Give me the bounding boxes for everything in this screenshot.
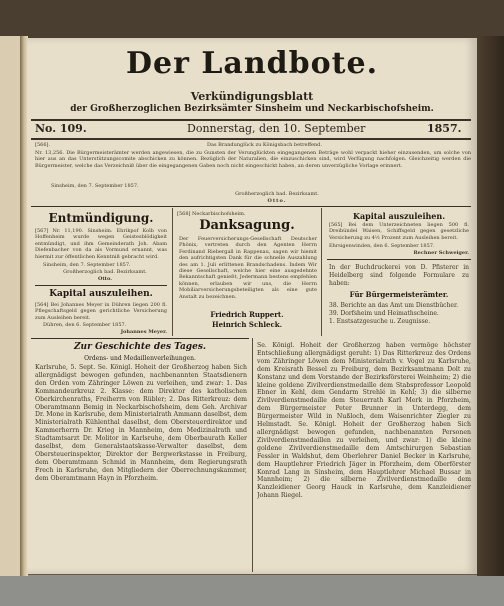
col3-signature: Rechner Schweiger. (413, 250, 469, 256)
col1-heading: Entmündigung. (48, 211, 154, 225)
right-col-body: Se. Königl. Hoheit der Großherzog haben vermöge höchster Entschließung allergnädigst geruht: 1) Das Ritterkreuz des Ordens vom Zähringer Löwen dem Ministerialrath v. Vogel zu Karlsruhe, dem Kreisrath Bessel zu Freiburg, dem Bezirksamtmann Dolt zu Konstanz und dem Vorstande der Bezirksförsterei Weinheim; 2) die kleine goldene Zivilverdienstmedaille dem Stabsprofessor Leopold Ebner in Kehl, dem Gendarm Strehlé in Kehl; 3) die silberne Zivilverdienstmedaille dem Steuerrath Karl Merk in Pforzheim, dem Bürgermeister Peter Brunner in Unterdegg, dem Bürgermeister Wild in Nußloch, dem Waisenrichter Ziegler zu Helmstadt. Se. Königl. Hoheit der Großherzog haben Sich allergnädigst bewogen gefunden, nachbenannten Personen Zivilverdienstmedaillen zu verleihen, und zwar: 1) die kleine goldene Zivilverdienstmedaille dem Amtschirurgen Sebastian Fessler in Waldshut, dem Oberlehrer Daniel Becker in Karlsruhe, dem Hauptlehrer Friedrich Jäger in Pforzheim, dem Oberförster Konrad Lang in Sinsheim, dem Hauptlehrer Michael Bussar in Mannheim; 2) die silberne Zivilverdienstmedaille dem Kanzleidiener Georg Hauck in Karlsruhe, dem Kanzleidiener Johann Riegel. (257, 342, 471, 500)
newspaper-page (27, 38, 477, 574)
background-bottom (0, 575, 504, 606)
col3-heading2: Für Bürgermeisterämter. (349, 290, 449, 299)
col2-signature-1: Friedrich Ruppert. (210, 310, 284, 319)
issue-date: Donnerstag, den 10. September (187, 122, 366, 135)
col2-body: Der Feuerversicherungs-Gesellschaft Deutscher Phönix, vertreten durch den Agenten Herrn Ferdinand Riebergall in Rappenau, sagen wir hiemit den aufrichtigsten Dank für die schnelle Auszahlung des am 1. Juli erlittenen Brandschadens. Indem Wir diese Gesellschaft, welche hier eine ausgedehnte Bekanntschaft genießt, Jedermann bestens empfehlen können, erlauben wir uns, die Herrn Mobiliarversicherungsbeteiligten als eine gute Anstalt zu bezeichnen. (179, 236, 317, 300)
col1-body2: [564] Bei Johannes Meyer in Dühren liegen 200 fl. Pflegschaftsgeld gegen gerichtliche Versicherung zum Ausleihen bereit. (35, 302, 167, 321)
right-page-stack (477, 36, 504, 576)
top-notice-body: Nr. 13,256. Die Bürgermeisterämter werden angewiesen, die zu Gunsten der Verunglückten eingegangenen Beträge wohl verpackt hieher einzusenden, um solche von hier aus an das Unterstützungscomite abschicken zu können. Bezüglich der Naturalien, die einzuschicken sind, wird Verfügung nachfolgen. Gleichzeitig werden die Bürgermeister, welche das Verzeichniß über die eingegangenen Gaben noch nicht eingeschickt haben, an deren unverzügliche Vorlage erinnert. (35, 150, 471, 169)
col1-heading2: Kapital auszuleihen. (49, 289, 153, 299)
col1-date2: Dühren, den 6. September 1857. (43, 322, 127, 328)
history-rule (31, 338, 249, 339)
col3-item: 38. Berichte an das Amt um Dienstbücher. (329, 302, 459, 309)
col3-body: [565] Bei dem Unterzeichneten liegen 500 fl. Dreibündel Waisen, Schiffsgeld gegen gesetzliche Versicherung zu 4½ Prozent zum Ausleihen bereit. (329, 222, 469, 241)
masthead-title: Der Landbote. (125, 46, 379, 81)
col1-signature2: Johannes Meyer. (120, 329, 167, 335)
masthead-subtitle-districts: der Großherzoglichen Bezirksämter Sinsheim und Neckarbischofsheim. (70, 104, 434, 114)
col3-item: 39. Dorfsheim und Heimathscheine. (329, 310, 439, 317)
history-body: Karlsruhe, 5. Sept. Se. Königl. Hoheit der Großherzog haben Sich allergnädigst bewogen gefunden, nachbenannten Staatsdienern den Orden vom Zähringer Löwen zu verleihen, und zwar: 1. Das Kommandeurkreuz 2. Klasse: dem Direktor des katholischen Oberkirchenraths, Freiherrn von Rübler; 2. Das Ritterkreuz: dem Oberamtmann Bemig in Neckarbischofsheim, dem Geh. Archivar Dr. Mone in Karlsruhe, dem Ministerialrath Ammann daselbst, dem Ministerialrath Kühlenthal daselbst, dem Obersteuerdirektor und Kammerherrn Dr. Krieg in Mannheim, dem Medizinalrath und Stadtamtsarzt Dr. Molitor in Karlsruhe, dem Oberbaurath Keller daselbst, dem Generalstaatskasse-Verwalter daselbst, dem Obersteuerinspektor, Direktor der Bergwerkstasse in Freiburg, dem Oberamtmann Schmid in Mannheim, dem Regierungsrath Frech in Karlsruhe, den Mitgliedern der Oberrechnungskammer, dem Oberamtmann Hayn in Pforzheim. (35, 364, 247, 482)
col3-body2: In der Buchdruckerei von D. Pfisterer in Heidelberg sind folgende Formulare zu haben: (329, 264, 469, 287)
col3-date: Ehrsigenwinden, den 6. September 1857. (329, 243, 435, 249)
top-notice-subject: Das Brandunglück zu Königsbach betreffend. (207, 142, 322, 148)
top-notice-date: Sinsheim, den 7. September 1857. (51, 183, 139, 189)
header-rule-top (31, 119, 471, 121)
column-divider-lower (252, 338, 253, 572)
masthead-subtitle: Verkündigungsblatt (190, 90, 314, 103)
top-notice-office: Großherzoglich bad. Bezirksamt. (235, 191, 319, 197)
column-divider-2 (321, 208, 322, 336)
history-subheading: Ordens- und Medaillenverleihungen. (84, 355, 196, 362)
issue-year: 1857. (427, 122, 462, 135)
section-rule (31, 206, 471, 207)
issue-number: No. 109. (35, 122, 87, 135)
col1-office: Großherzoglich bad. Bezirksamt. (63, 269, 147, 275)
col1-date: Sinsheim, den 7. September 1857. (43, 262, 131, 268)
col3-item: 1. Enstsatzgesuche u. Zeugnisse. (329, 318, 431, 325)
col1-signature: Otto. (98, 276, 112, 282)
top-notice-signature: Otto. (267, 198, 287, 204)
history-heading: Zur Geschichte des Tages. (73, 342, 207, 352)
top-notice-number: [566]. (35, 142, 51, 148)
col2-signature-2: Heinrich Schleck. (211, 320, 283, 329)
col3-rule (327, 259, 471, 260)
col2-heading: Danksagung. (199, 218, 295, 233)
col2-tag: [568] Neckarbischofsheim. (177, 211, 246, 217)
background-top (0, 0, 504, 38)
col3-heading: Kapital auszuleihen. (352, 211, 445, 221)
col1-rule (35, 285, 167, 286)
header-rule-bottom (31, 138, 471, 140)
col1-body: [567] Nr. 11,190. Sinsheim. Ehrikpof Kolb von Hoffenheim wurde wegen Geistesblödigkeit entmündigt, und ihm Gemeinderath Joh. Abam Diefenbacher von da als Vormund ernannt, was hiermit zur öffentlichen Kenntniß gebracht wird. (35, 228, 167, 260)
column-divider-1 (172, 208, 173, 336)
